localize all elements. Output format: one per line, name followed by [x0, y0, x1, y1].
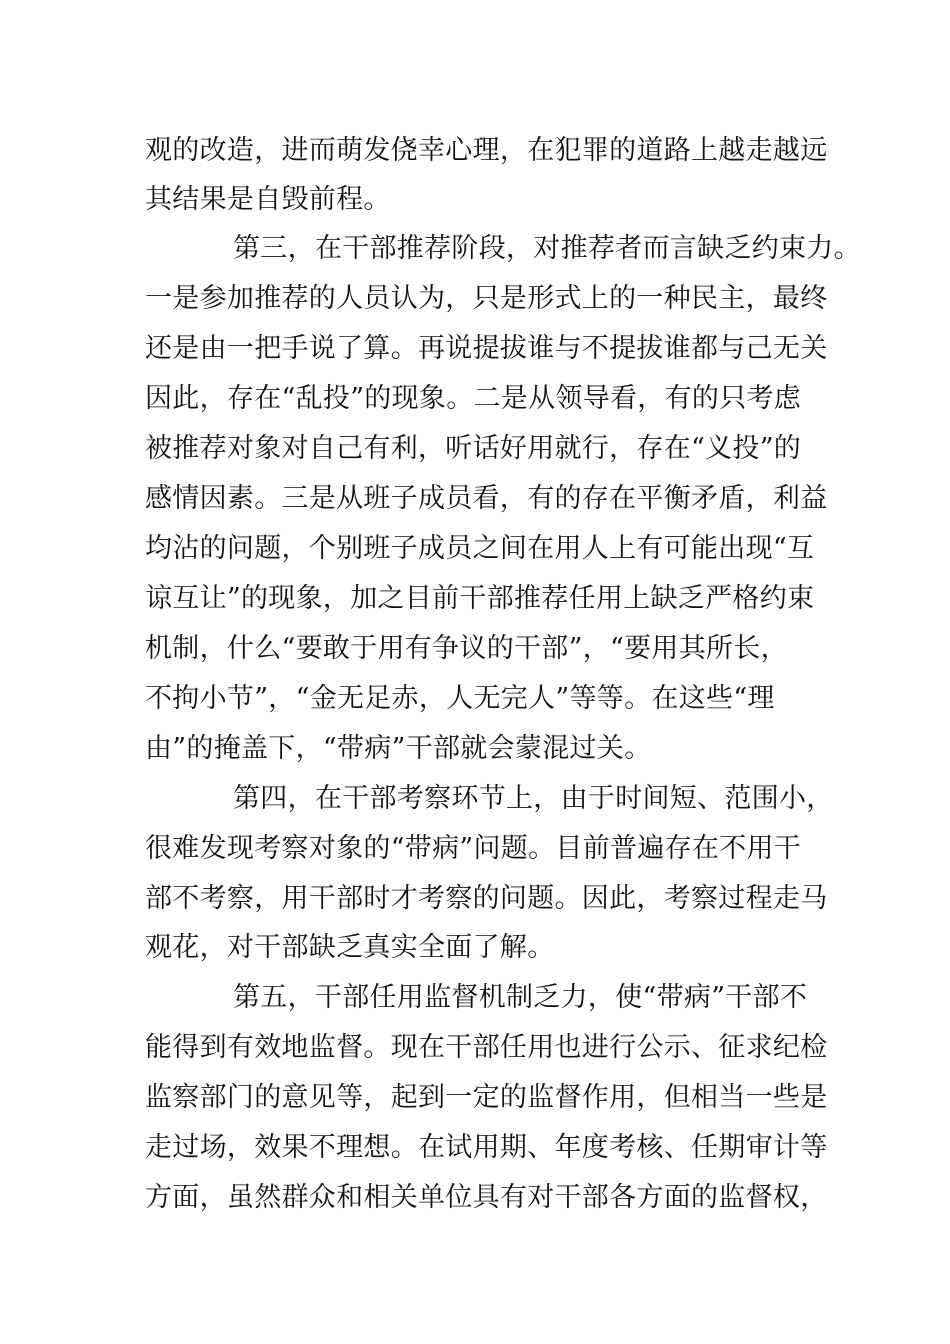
paragraph-start-line: 第三，在干部推荐阶段，对推荐者而言缺乏约束力。 — [233, 233, 861, 264]
paragraph-start-line: 第五，干部任用监督机制乏力，使“带病”干部不 — [233, 982, 808, 1013]
text-line: 一是参加推荐的人员认为，只是形式上的一种民主，最终 — [145, 283, 828, 314]
text-line: 观的改造，进而萌发侥幸心理，在犯罪的道路上越走越远 — [145, 135, 828, 166]
text-line: 方面，虽然群众和相关单位具有对干部各方面的监督权， — [145, 1182, 828, 1213]
text-line: 观花，对干部缺乏真实全面了解。 — [145, 932, 555, 963]
text-line: 其结果是自毁前程。 — [145, 184, 391, 215]
text-line: 感情因素。三是从班子成员看，有的存在平衡矛盾，利益 — [145, 483, 828, 514]
text-line: 由”的掩盖下，“带病”干部就会蒙混过关。 — [145, 733, 652, 764]
text-line: 很难发现考察对象的“带病”问题。目前普遍存在不用干 — [145, 833, 802, 864]
text-line: 走过场，效果不理想。在试用期、年度考核、任期审计等 — [145, 1132, 828, 1163]
text-line: 还是由一把手说了算。再说提拔谁与不提拔谁都与己无关 — [145, 333, 828, 364]
text-line: 机制，什么“要敢于用有争议的干部”，“要用其所长， — [145, 633, 788, 664]
text-line: 谅互让”的现象，加之目前干部推荐任用上缺乏严格约束 — [145, 583, 815, 614]
text-line: 监察部门的意见等，起到一定的监督作用，但相当一些是 — [145, 1082, 828, 1113]
text-line: 部不考察，用干部时才考察的问题。因此，考察过程走马 — [145, 883, 828, 914]
text-line: 能得到有效地监督。现在干部任用也进行公示、征求纪检 — [145, 1032, 828, 1063]
text-line: 被推荐对象对自己有利，听话好用就行，存在“义投”的 — [145, 433, 802, 464]
text-line: 因此，存在“乱投”的现象。二是从领导看，有的只考虑 — [145, 383, 802, 414]
text-line: 不拘小节”，“金无足赤，人无完人”等等。在这些“理 — [145, 683, 775, 714]
text-line: 均沾的问题，个别班子成员之间在用人上有可能出现“互 — [145, 533, 815, 564]
paragraph-start-line: 第四，在干部考察环节上，由于时间短、范围小， — [233, 783, 834, 814]
